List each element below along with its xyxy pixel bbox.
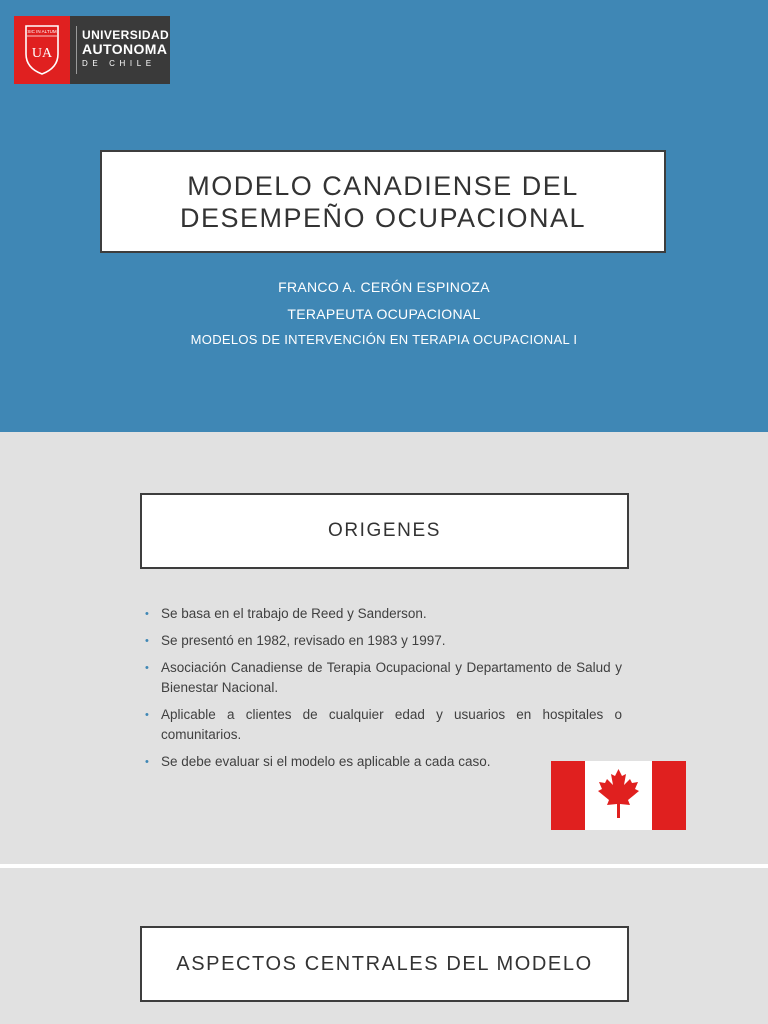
origins-slide	[0, 432, 768, 864]
bullet-item	[145, 658, 622, 698]
logo-text	[82, 28, 169, 70]
central-aspects-slide	[0, 868, 768, 1024]
logo-line-1: UNIVERSIDAD	[82, 28, 170, 42]
bullet-dot-icon: •	[145, 608, 149, 620]
central-aspects-heading: ASPECTOS CENTRALES DEL MODELO	[140, 926, 629, 1002]
bullet-item	[145, 631, 622, 651]
bullet-dot-icon: •	[145, 662, 149, 674]
bullet-text: Se presentó en 1982, revisado en 1983 y 1997.	[161, 633, 446, 648]
title-line-1: MODELO CANADIENSE DEL	[187, 170, 579, 201]
author-role: TERAPEUTA OCUPACIONAL	[287, 306, 481, 322]
title-slide	[0, 0, 768, 432]
bullet-dot-icon: •	[145, 756, 149, 768]
origins-bullet-list	[145, 604, 622, 779]
canada-flag-icon	[551, 761, 686, 830]
bullet-text: Se debe evaluar si el modelo es aplicable a cada caso.	[161, 754, 491, 769]
logo-motto: SIC IN ALTUM	[27, 29, 57, 34]
course-name: MODELOS DE INTERVENCIÓN EN TERAPIA OCUPACIONAL I	[190, 332, 578, 347]
university-logo	[14, 16, 170, 84]
bullet-dot-icon: •	[145, 635, 149, 647]
bullet-text: Aplicable a clientes de cualquier edad y usuarios en hospitales o comunitarios.	[161, 707, 622, 742]
logo-initials: UA	[31, 46, 53, 61]
shield-icon	[24, 24, 60, 76]
title-box	[100, 150, 666, 253]
bullet-dot-icon: •	[145, 709, 149, 721]
logo-line-2: AUTONOMA	[82, 41, 168, 57]
title-line-2: DESEMPEÑO OCUPACIONAL	[179, 202, 587, 233]
bullet-text: Asociación Canadiense de Terapia Ocupacional y Departamento de Salud y Bienestar Nacional.	[161, 660, 622, 695]
logo-divider	[76, 26, 77, 74]
bullet-text: Se basa en el trabajo de Reed y Sanderson.	[161, 606, 427, 621]
logo-line-3: DE CHILE	[82, 59, 156, 68]
author-name: FRANCO A. CERÓN ESPINOZA	[278, 279, 490, 295]
bullet-item	[145, 705, 622, 745]
bullet-item	[145, 604, 622, 624]
origins-heading: ORIGENES	[140, 493, 629, 569]
